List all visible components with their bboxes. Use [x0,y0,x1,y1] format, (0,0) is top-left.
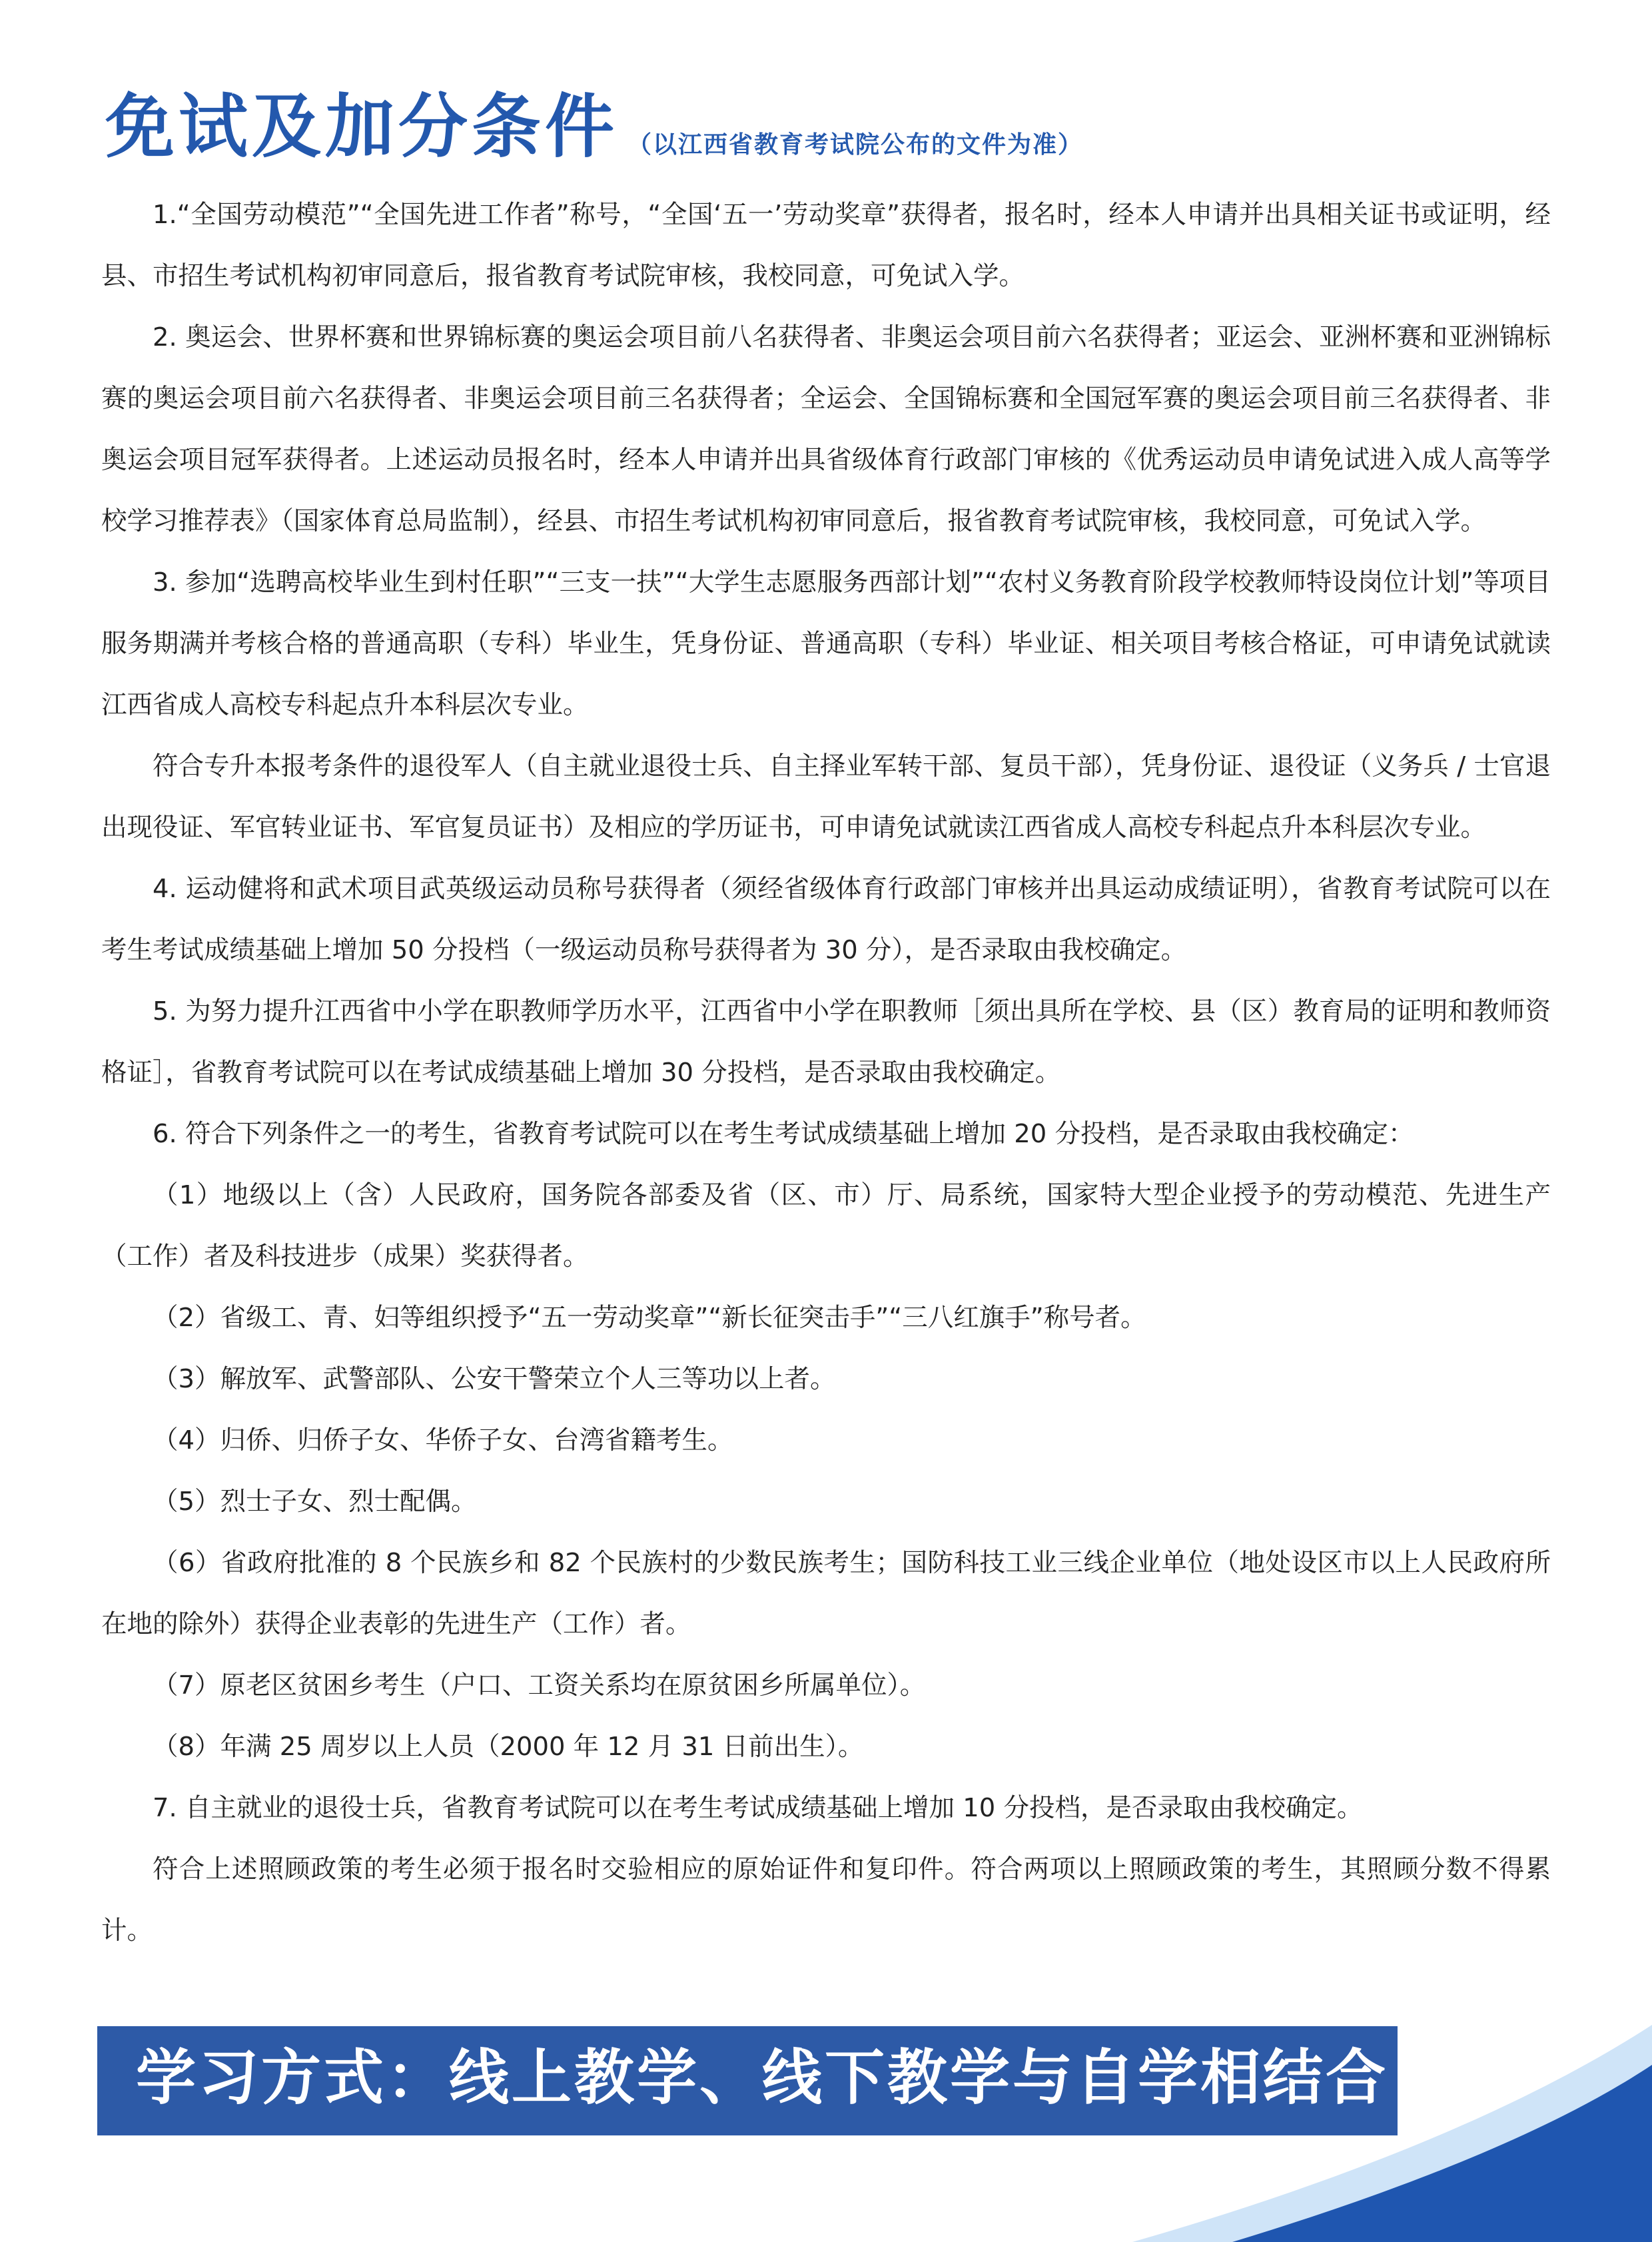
paragraph-7: 7. 自主就业的退役士兵，省教育考试院可以在考生考试成绩基础上增加 10 分投档，是否录取由我校确定。 [153,1793,1363,1823]
list-item-6-4: （4）归侨、归侨子女、华侨子女、台湾省籍考生。 [153,1425,733,1455]
list-item-6-5: （5）烈士子女、烈士配偶。 [153,1487,477,1517]
paragraph-5: 5. 为努力提升江西省中小学在职教师学历水平，江西省中小学在职教师［须出具所在学校、县（区）教育局的证明和教师资格证］，省教育考试院可以在考试成绩基础上增加 30 分投档，是否录取由我校确定。 [101,996,1551,1088]
study-mode-text: 学习方式：线上教学、线下教学与自学相结合 [136,2043,1388,2113]
list-item-6-8: （8）年满 25 周岁以上人员（2000 年 12 月 31 日前出生）。 [153,1732,864,1762]
list-item-6-6: （6）省政府批准的 8 个民族乡和 82 个民族村的少数民族考生；国防科技工业三线企业单位（地处设区市以上人民政府所在地的除外）获得企业表彰的先进生产（工作）者。 [101,1548,1551,1639]
section-title-note: （以江西省教育考试院公布的文件为准） [627,131,1084,159]
list-item-6-3: （3）解放军、武警部队、公安干警荣立个人三等功以上者。 [153,1364,836,1394]
paragraph-4: 4. 运动健将和武术项目武英级运动员称号获得者（须经省级体育行政部门审核并出具运动成绩证明），省教育考试院可以在考生考试成绩基础上增加 50 分投档（一级运动员称号获得者为 30 分），是否录取由我校确定。 [101,874,1551,965]
paragraph-closing: 符合上述照顾政策的考生必须于报名时交验相应的原始证件和复印件。符合两项以上照顾政策的考生，其照顾分数不得累计。 [101,1854,1551,1946]
paragraph-3: 3. 参加“选聘高校毕业生到村任职”“三支一扶”“大学生志愿服务西部计划”“农村义务教育阶段学校教师特设岗位计划”等项目服务期满并考核合格的普通高职（专科）毕业生，凭身份证、普通高职（专科）毕业证、相关项目考核合格证，可申请免试就读江西省成人高校专科起点升本科层次专业。 [101,567,1551,720]
list-item-6-7: （7）原老区贫困乡考生（户口、工资关系均在原贫困乡所属单位）。 [153,1671,926,1700]
paragraph-1: 1.“全国劳动模范”“全国先进工作者”称号，“全国‘五一’劳动奖章”获得者，报名时，经本人申请并出具相关证书或证明，经县、市招生考试机构初审同意后，报省教育考试院审核，我校同意，可免试入学。 [101,200,1551,291]
paragraph-veterans: 符合专升本报考条件的退役军人（自主就业退役士兵、自主择业军转干部、复员干部），凭身份证、退役证（义务兵 / 士官退出现役证、军官转业证书、军官复员证书）及相应的学历证书，可申请免试就读江西省成人高校专科起点升本科层次专业。 [101,751,1551,843]
section-title: 免试及加分条件 [105,86,619,167]
list-item-6-2: （2）省级工、青、妇等组织授予“五一劳动奖章”“新长征突击手”“三八红旗手”称号者。 [153,1303,1146,1333]
paragraph-6: 6. 符合下列条件之一的考生，省教育考试院可以在考生考试成绩基础上增加 20 分投档，是否录取由我校确定： [153,1119,1414,1149]
list-item-6-1: （1）地级以上（含）人民政府，国务院各部委及省（区、市）厅、局系统，国家特大型企业授予的劳动模范、先进生产（工作）者及科技进步（成果）奖获得者。 [101,1180,1551,1272]
paragraph-2: 2. 奥运会、世界杯赛和世界锦标赛的奥运会项目前八名获得者、非奥运会项目前六名获得者；亚运会、亚洲杯赛和亚洲锦标赛的奥运会项目前六名获得者、非奥运会项目前三名获得者；全运会、全国锦标赛和全国冠军赛的奥运会项目前三名获得者、非奥运会项目冠军获得者。上述运动员报名时，经本人申请并出具省级体育行政部门审核的《优秀运动员申请免试进入成人高等学校学习推荐表》（国家体育总局监制），经县、市招生考试机构初审同意后，报省教育考试院审核，我校同意，可免试入学。 [101,322,1551,536]
